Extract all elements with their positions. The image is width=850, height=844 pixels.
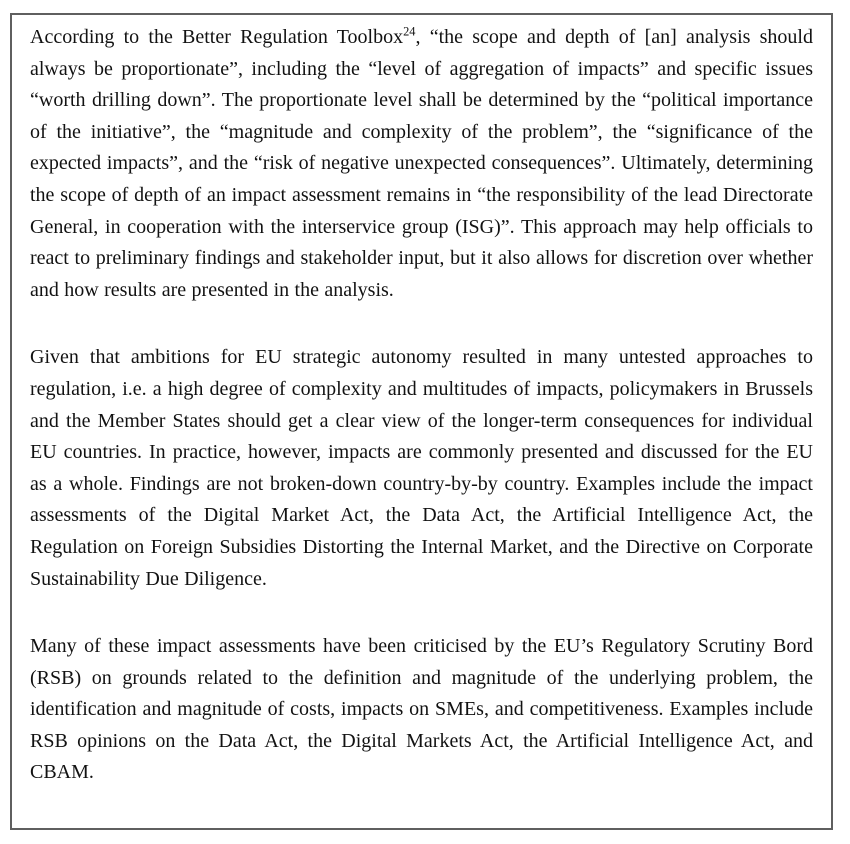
- paragraph-better-regulation-toolbox: [30, 22, 813, 306]
- footnote-marker-24: 24: [403, 24, 416, 39]
- paragraph-rsb-criticism: Many of these impact assessments have been criticised by the EU’s Regulatory Scrutiny Bord (RSB) on grounds related to the definition and magnitude of the underlying problem, the identification and magnitude of costs, impacts on SMEs, and competitiveness. Examples include RSB opinions on the Data Act, the Digital Markets Act, the Artificial Intelligence Act, and CBAM.: [30, 635, 813, 784]
- paragraph-text: , “the scope and depth of [an] analysis should always be proportionate”, including the “level of aggregation of impacts” and specific issues “worth drilling down”. The proportionate level shall be determined by the “political importance of the initiative”, the “magnitude and complexity of the problem”, the “significance of the expected impacts”, and the “risk of negative unexpected consequences”. Ultimately, determining the scope of depth of an impact assessment remains in “the responsibility of the lead Directorate General, in cooperation with the interservice group (ISG)”. This approach may help officials to react to preliminary findings and stakeholder input, but it also allows for discretion over whether and how results are presented in the analysis.: [30, 26, 813, 301]
- quoted-text-box: [10, 13, 833, 830]
- paragraph-text: According to the Better Regulation Toolbox: [30, 26, 404, 48]
- paragraph-eu-strategic-autonomy: Given that ambitions for EU strategic autonomy resulted in many untested approaches to regulation, i.e. a high degree of complexity and multitudes of impacts, policymakers in Brussels and the Member States should get a clear view of the longer-term consequences for individual EU countries. In practice, however, impacts are commonly presented and discussed for the EU as a whole. Findings are not broken-down country-by-by country. Examples include the impact assessments of the Digital Market Act, the Data Act, the Artificial Intelligence Act, the Regulation on Foreign Subsidies Distorting the Internal Market, and the Directive on Corporate Sustainability Due Diligence.: [30, 346, 813, 590]
